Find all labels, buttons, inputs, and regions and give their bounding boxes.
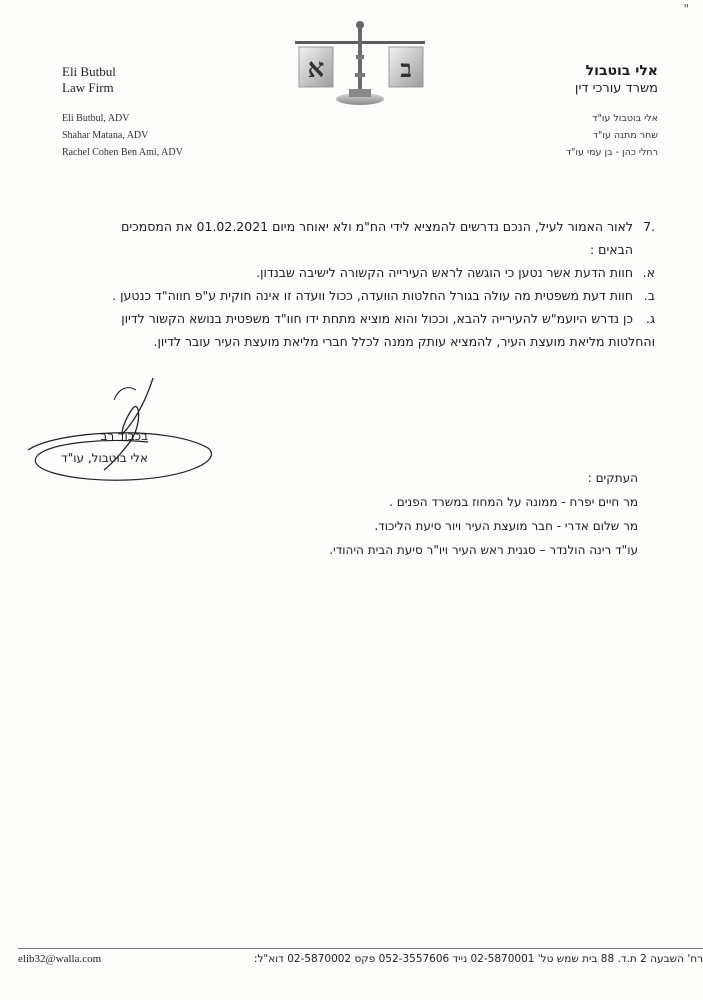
footer-address: רח' השבעה 2 ת.ד. 88 בית שמש טל' 02-5870001 נייד 052-3557606 פקס 02-5870002 דוא"ל: xyxy=(253,953,703,965)
copies-title: העתקים : xyxy=(587,471,638,485)
signer-name: אלי בוטבול, עו"ד xyxy=(61,451,148,465)
firm-name-hebrew xyxy=(575,62,658,98)
firm-type-en-line: Law Firm xyxy=(62,80,114,95)
scales-logo xyxy=(285,15,435,105)
copy-recipient: מר שלום אדרי - חבר מועצת העיר ויור סיעת הליכוד. xyxy=(374,519,638,533)
sub-item-text: כן נדרש היועמ"ש להעירייה להבא, וככול והוא מוציא מתחת ידו חוו"ד משפטית בנושא הקשור לדיון xyxy=(121,311,633,326)
regards-text: בכבוד רב xyxy=(100,429,148,443)
sub-item-letter: ב. xyxy=(643,288,655,303)
sub-item-text: חוות דעת משפטית מה עולה בגורל החלטות הוועדה, ככול וועדה זו אינה חוקית ע"פ חווה"ד כנטען . xyxy=(112,288,633,303)
firm-name-he-line: אלי בוטבול xyxy=(585,63,658,79)
logo-letter-bet: ב xyxy=(400,54,412,83)
paragraph-number: .7 xyxy=(643,219,655,234)
sub-item-text: חוות הדעת אשר נטען כי הוגשה לראש העירייה הקשורה לישיבה שבנדון. xyxy=(256,265,633,280)
sub-item-a xyxy=(35,261,655,284)
paragraph-text: לאור האמור לעיל, הנכם נדרשים להמציא לידי הח"מ ולא יאוחר מיום 01.02.2021 את המסמכים xyxy=(121,219,633,234)
lawyers-list-english xyxy=(62,110,183,161)
paragraph-text: הבאים : xyxy=(589,242,633,257)
copy-recipient: מר חיים יפרח - ממונה על המחוז במשרד הפנים . xyxy=(389,495,638,509)
footer-email: elib32@walla.com xyxy=(18,953,102,965)
lawyer-en: Eli Butbul, ADV xyxy=(62,113,130,124)
sub-item-b xyxy=(35,284,655,307)
copy-recipient: עו"ד רינה הולנדר – סגנית ראש העיר ויו"ר סיעת הבית היהודי. xyxy=(329,543,638,557)
letter-body xyxy=(35,215,655,353)
firm-name-en-line: Eli Butbul xyxy=(62,64,116,79)
lawyer-he: רחלי כהן - בן עמי עו"ד xyxy=(565,147,658,158)
lawyers-list-hebrew xyxy=(566,110,658,161)
copies-section xyxy=(78,466,638,562)
signature-block xyxy=(18,425,148,469)
lawyer-he: אלי בוטבול עו"ד xyxy=(592,113,658,124)
paragraph-continuation: והחלטות מליאת מועצת העיר, להמציא עותק ממנה לכלל חברי מליאת מועצת העיר עובר לדיון. xyxy=(153,334,655,349)
firm-type-he-line: משרד עורכי דין xyxy=(574,81,658,96)
corner-mark: " xyxy=(683,2,689,16)
sub-item-letter: א. xyxy=(642,265,655,280)
lawyer-he: שחר מתנה עו"ד xyxy=(592,130,658,141)
sub-item-letter: ג. xyxy=(645,311,655,326)
footer-divider xyxy=(18,948,703,949)
logo-letter-alef: א xyxy=(307,54,325,84)
paragraph-7 xyxy=(35,215,655,261)
lawyer-en: Shahar Matana, ADV xyxy=(62,130,149,141)
firm-name-english xyxy=(62,64,116,96)
sub-item-c xyxy=(35,307,655,330)
lawyer-en: Rachel Cohen Ben Ami, ADV xyxy=(62,147,183,158)
